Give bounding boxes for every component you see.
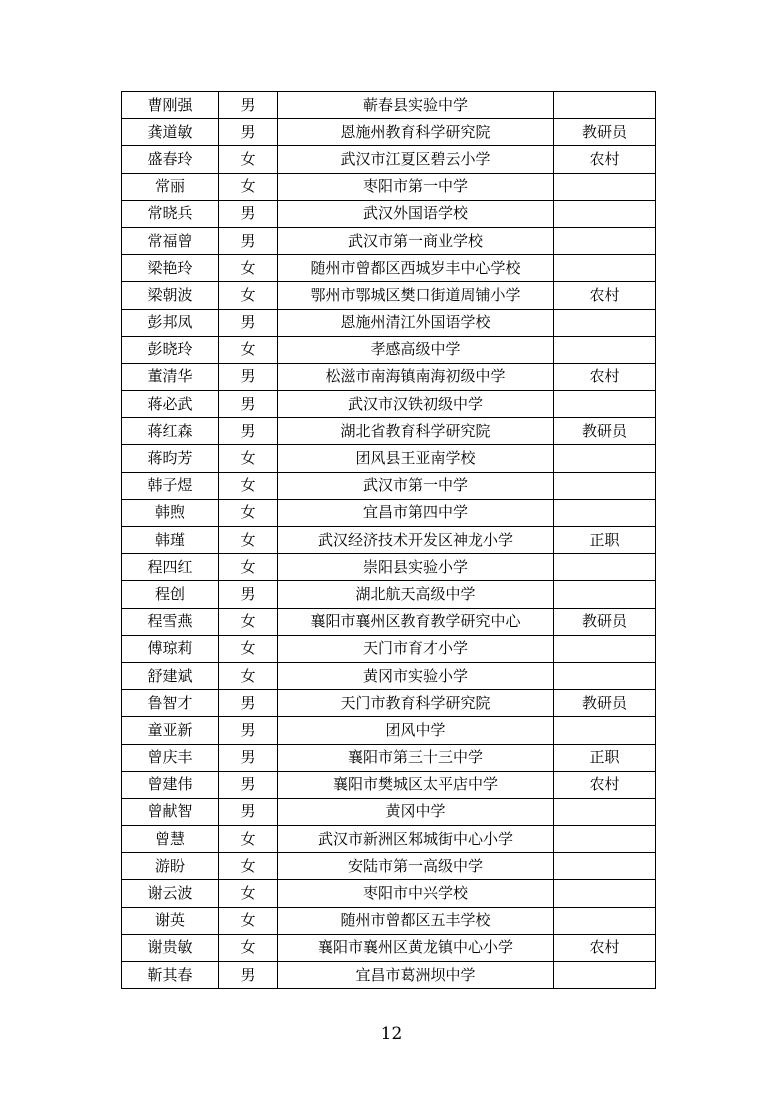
note-cell	[554, 227, 656, 254]
name-cell: 龚道敏	[122, 119, 219, 146]
gender-cell: 男	[219, 581, 278, 608]
gender-cell: 男	[219, 200, 278, 227]
note-cell: 农村	[554, 771, 656, 798]
table-row	[122, 717, 656, 744]
note-cell	[554, 717, 656, 744]
gender-cell: 男	[219, 717, 278, 744]
note-cell	[554, 662, 656, 689]
gender-cell: 女	[219, 527, 278, 554]
table-row	[122, 173, 656, 200]
table-row	[122, 499, 656, 526]
note-cell	[554, 499, 656, 526]
note-cell	[554, 798, 656, 825]
school-cell: 襄阳市第三十三中学	[278, 744, 554, 771]
school-cell: 随州市曾都区五丰学校	[278, 907, 554, 934]
name-cell: 董清华	[122, 363, 219, 390]
name-cell: 韩煦	[122, 499, 219, 526]
table-row	[122, 336, 656, 363]
name-cell: 曾庆丰	[122, 744, 219, 771]
school-cell: 湖北航天高级中学	[278, 581, 554, 608]
name-cell: 程雪燕	[122, 608, 219, 635]
note-cell: 农村	[554, 146, 656, 173]
name-cell: 程创	[122, 581, 219, 608]
note-cell	[554, 853, 656, 880]
roster-table-body	[122, 92, 656, 989]
name-cell: 谢贵敏	[122, 934, 219, 961]
gender-cell: 女	[219, 907, 278, 934]
name-cell: 鲁智才	[122, 690, 219, 717]
gender-cell: 女	[219, 173, 278, 200]
note-cell	[554, 962, 656, 989]
note-cell	[554, 391, 656, 418]
gender-cell: 男	[219, 119, 278, 146]
name-cell: 曾献智	[122, 798, 219, 825]
note-cell	[554, 581, 656, 608]
name-cell: 常丽	[122, 173, 219, 200]
gender-cell: 女	[219, 608, 278, 635]
table-row	[122, 662, 656, 689]
table-row	[122, 527, 656, 554]
roster-table	[121, 91, 656, 989]
note-cell: 正职	[554, 527, 656, 554]
name-cell: 常晓兵	[122, 200, 219, 227]
table-row	[122, 880, 656, 907]
school-cell: 襄阳市襄州区教育教学研究中心	[278, 608, 554, 635]
school-cell: 随州市曾都区西城岁丰中心学校	[278, 255, 554, 282]
gender-cell: 女	[219, 662, 278, 689]
table-row	[122, 227, 656, 254]
name-cell: 蒋红森	[122, 418, 219, 445]
table-row	[122, 962, 656, 989]
table-row	[122, 200, 656, 227]
note-cell: 教研员	[554, 418, 656, 445]
gender-cell: 女	[219, 635, 278, 662]
table-row	[122, 635, 656, 662]
gender-cell: 男	[219, 962, 278, 989]
name-cell: 童亚新	[122, 717, 219, 744]
school-cell: 武汉市新洲区邾城街中心小学	[278, 826, 554, 853]
table-row	[122, 853, 656, 880]
table-row	[122, 146, 656, 173]
school-cell: 襄阳市襄州区黄龙镇中心小学	[278, 934, 554, 961]
school-cell: 宜昌市葛洲坝中学	[278, 962, 554, 989]
gender-cell: 女	[219, 554, 278, 581]
name-cell: 韩子煜	[122, 472, 219, 499]
name-cell: 谢英	[122, 907, 219, 934]
school-cell: 武汉市第一中学	[278, 472, 554, 499]
school-cell: 武汉经济技术开发区神龙小学	[278, 527, 554, 554]
school-cell: 武汉市江夏区碧云小学	[278, 146, 554, 173]
gender-cell: 女	[219, 826, 278, 853]
name-cell: 曾建伟	[122, 771, 219, 798]
gender-cell: 男	[219, 391, 278, 418]
note-cell: 农村	[554, 363, 656, 390]
note-cell	[554, 255, 656, 282]
gender-cell: 男	[219, 418, 278, 445]
school-cell: 天门市育才小学	[278, 635, 554, 662]
gender-cell: 女	[219, 880, 278, 907]
table-row	[122, 744, 656, 771]
school-cell: 枣阳市第一中学	[278, 173, 554, 200]
school-cell: 湖北省教育科学研究院	[278, 418, 554, 445]
table-row	[122, 907, 656, 934]
name-cell: 程四红	[122, 554, 219, 581]
school-cell: 黄冈市实验小学	[278, 662, 554, 689]
note-cell: 农村	[554, 934, 656, 961]
note-cell: 教研员	[554, 690, 656, 717]
name-cell: 常福曾	[122, 227, 219, 254]
note-cell	[554, 200, 656, 227]
table-row	[122, 119, 656, 146]
name-cell: 靳其春	[122, 962, 219, 989]
gender-cell: 男	[219, 744, 278, 771]
gender-cell: 男	[219, 690, 278, 717]
gender-cell: 女	[219, 282, 278, 309]
school-cell: 崇阳县实验小学	[278, 554, 554, 581]
gender-cell: 女	[219, 472, 278, 499]
note-cell	[554, 635, 656, 662]
school-cell: 枣阳市中兴学校	[278, 880, 554, 907]
name-cell: 曹刚强	[122, 92, 219, 119]
note-cell	[554, 173, 656, 200]
gender-cell: 男	[219, 771, 278, 798]
note-cell	[554, 826, 656, 853]
page-number: 12	[380, 1024, 403, 1044]
table-row	[122, 418, 656, 445]
gender-cell: 女	[219, 934, 278, 961]
gender-cell: 男	[219, 92, 278, 119]
school-cell: 武汉市第一商业学校	[278, 227, 554, 254]
school-cell: 天门市教育科学研究院	[278, 690, 554, 717]
note-cell	[554, 907, 656, 934]
table-row	[122, 798, 656, 825]
table-row	[122, 391, 656, 418]
gender-cell: 女	[219, 146, 278, 173]
table-row	[122, 934, 656, 961]
name-cell: 傅琼莉	[122, 635, 219, 662]
name-cell: 盛春玲	[122, 146, 219, 173]
note-cell	[554, 92, 656, 119]
table-row	[122, 445, 656, 472]
gender-cell: 男	[219, 309, 278, 336]
school-cell: 蕲春县实验中学	[278, 92, 554, 119]
gender-cell: 女	[219, 499, 278, 526]
name-cell: 梁朝波	[122, 282, 219, 309]
note-cell: 正职	[554, 744, 656, 771]
school-cell: 武汉外国语学校	[278, 200, 554, 227]
note-cell	[554, 880, 656, 907]
name-cell: 彭晓玲	[122, 336, 219, 363]
school-cell: 黄冈中学	[278, 798, 554, 825]
note-cell	[554, 554, 656, 581]
table-row	[122, 690, 656, 717]
school-cell: 团风县王亚南学校	[278, 445, 554, 472]
table-row	[122, 92, 656, 119]
gender-cell: 女	[219, 336, 278, 363]
note-cell: 农村	[554, 282, 656, 309]
table-row	[122, 255, 656, 282]
name-cell: 曾慧	[122, 826, 219, 853]
school-cell: 武汉市汉铁初级中学	[278, 391, 554, 418]
note-cell	[554, 336, 656, 363]
name-cell: 游盼	[122, 853, 219, 880]
table-row	[122, 826, 656, 853]
school-cell: 鄂州市鄂城区樊口街道周铺小学	[278, 282, 554, 309]
note-cell: 教研员	[554, 119, 656, 146]
name-cell: 谢云波	[122, 880, 219, 907]
name-cell: 韩瑾	[122, 527, 219, 554]
gender-cell: 女	[219, 445, 278, 472]
name-cell: 梁艳玲	[122, 255, 219, 282]
school-cell: 安陆市第一高级中学	[278, 853, 554, 880]
gender-cell: 男	[219, 798, 278, 825]
school-cell: 襄阳市樊城区太平店中学	[278, 771, 554, 798]
table-row	[122, 472, 656, 499]
name-cell: 蒋昀芳	[122, 445, 219, 472]
school-cell: 团风中学	[278, 717, 554, 744]
school-cell: 孝感高级中学	[278, 336, 554, 363]
school-cell: 宜昌市第四中学	[278, 499, 554, 526]
note-cell	[554, 309, 656, 336]
table-row	[122, 282, 656, 309]
table-row	[122, 363, 656, 390]
table-row	[122, 581, 656, 608]
gender-cell: 男	[219, 227, 278, 254]
note-cell: 教研员	[554, 608, 656, 635]
school-cell: 恩施州教育科学研究院	[278, 119, 554, 146]
name-cell: 蒋必武	[122, 391, 219, 418]
gender-cell: 男	[219, 363, 278, 390]
note-cell	[554, 445, 656, 472]
table-row	[122, 608, 656, 635]
table-row	[122, 309, 656, 336]
school-cell: 松滋市南海镇南海初级中学	[278, 363, 554, 390]
school-cell: 恩施州清江外国语学校	[278, 309, 554, 336]
name-cell: 彭邦凤	[122, 309, 219, 336]
note-cell	[554, 472, 656, 499]
gender-cell: 女	[219, 255, 278, 282]
gender-cell: 女	[219, 853, 278, 880]
table-row	[122, 554, 656, 581]
name-cell: 舒建斌	[122, 662, 219, 689]
table-row	[122, 771, 656, 798]
